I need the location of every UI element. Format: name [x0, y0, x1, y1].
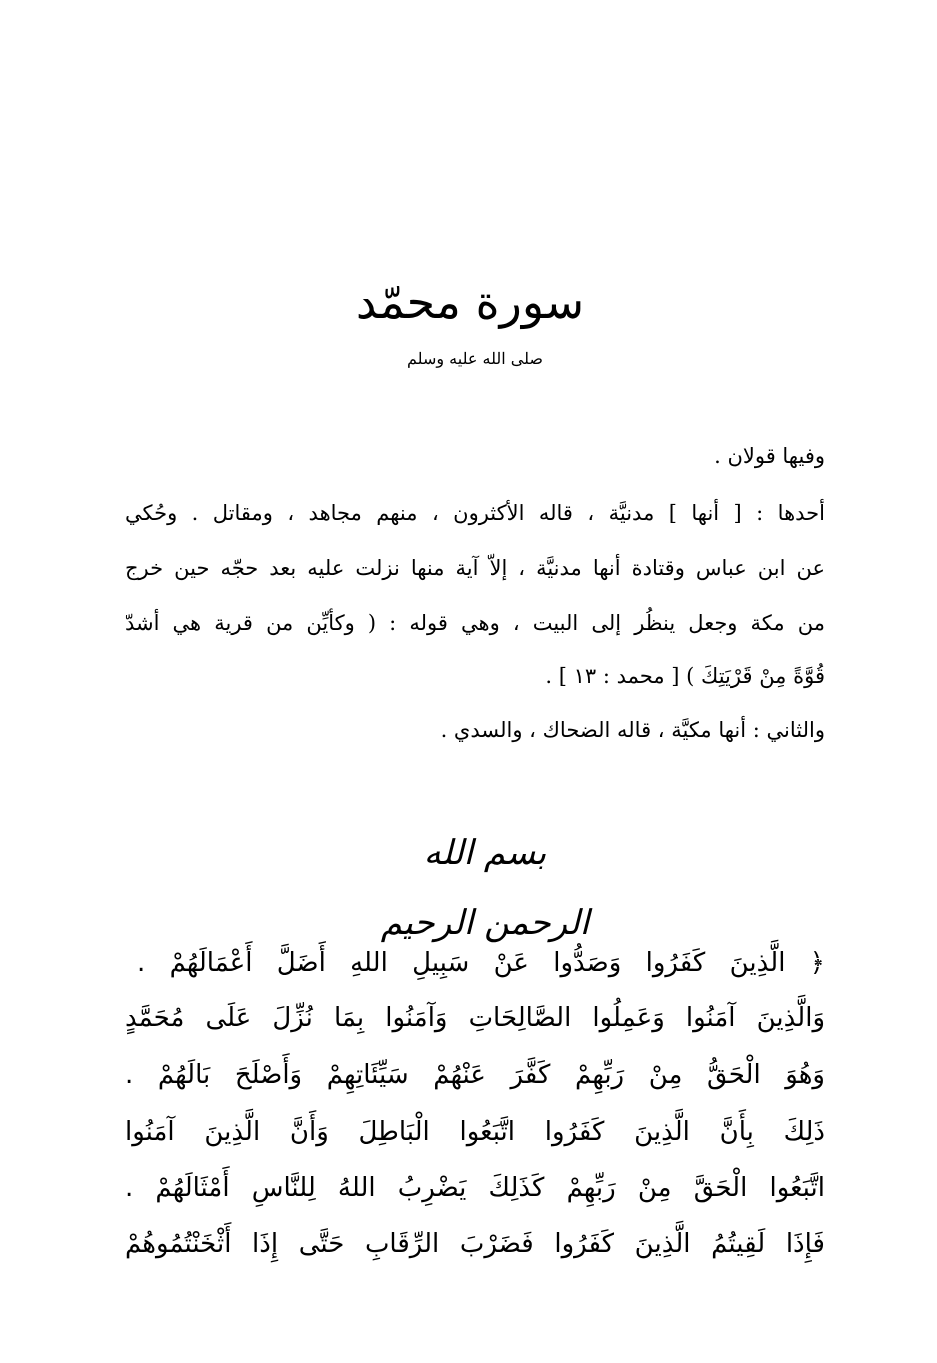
verse-line: وَالَّذِينَ آمَنُوا وَعَمِلُوا الصَّالِحَاتِ وَآمَنُوا بِمَا نُزِّلَ عَلَى مُحَمَّدٍ	[125, 1003, 825, 1033]
intro-opening: وفيها قولان .	[714, 444, 825, 468]
basmala: بسم الله الرحمن الرحيم	[380, 833, 590, 943]
intro-line: من مكة وجعل ينظُر إلى البيت ، وهي قوله : ( وكأيِّن من قرية هي أشدّ	[125, 611, 825, 635]
verse-line: اتَّبَعُوا الْحَقَّ مِنْ رَبِّهِمْ كَذَلِكَ يَضْرِبُ اللهُ لِلنَّاسِ أَمْثَالَهُمْ .	[125, 1173, 825, 1203]
intro-line: أحدها : [ أنها ] مدنيَّة ، قاله الأكثرون ، منهم مجاهد ، ومقاتل . وحُكي	[125, 501, 825, 525]
verse-line: ذَلِكَ بِأَنَّ الَّذِينَ كَفَرُوا اتَّبَعُوا الْبَاطِلَ وَأَنَّ الَّذِينَ آمَنُوا	[125, 1117, 825, 1147]
surah-title	[300, 272, 640, 332]
verse-line: وَهُوَ الْحَقُّ مِنْ رَبِّهِمْ كَفَّرَ عَنْهُمْ سَيِّئَاتِهِمْ وَأَصْلَحَ بَالَهُمْ .	[125, 1060, 825, 1090]
intro-line: قُوَّةً مِنْ قَرْيَتِكَ ) [ محمد : ١٣ ] .	[545, 664, 825, 688]
verse-line: ﴿ الَّذِينَ كَفَرُوا وَصَدُّوا عَنْ سَبِيلِ اللهِ أَضَلَّ أَعْمَالَهُمْ .	[137, 948, 825, 978]
intro-second-opinion: والثاني : أنها مكيَّة ، قاله الضحاك ، والسدي .	[440, 718, 825, 742]
intro-line: عن ابن عباس وقتادة أنها مدنيَّة ، إلاّ آية منها نزلت عليه بعد حجّه حين خرج	[125, 556, 825, 580]
salutation: صلى الله عليه وسلم	[407, 349, 543, 368]
surah-title-text: سورة محمّد	[355, 275, 585, 329]
verse-line: فَإِذَا لَقِيتُمُ الَّذِينَ كَفَرُوا فَضَرْبَ الرِّقَابِ حَتَّى إِذَا أَثْخَنْتُمُوهُمْ	[125, 1229, 825, 1259]
